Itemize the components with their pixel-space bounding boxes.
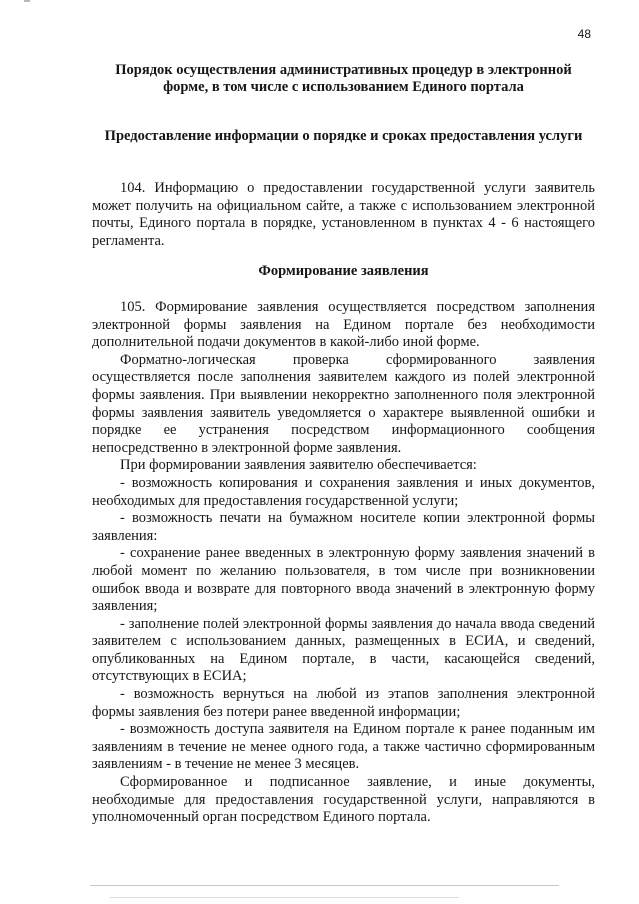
paragraph-104: 104. Информацию о предоставлении государственной услуги заявитель может получить на официальном сайте, а также с использованием электронной почты, Единого портала в порядке, установленном в пунктах 4 - 6 настоящего регламента. [92,180,595,249]
list-item-printing: - возможность печати на бумажном носителе копии электронной формы заявления: [92,510,595,544]
section-heading-procedures: Порядок осуществления административных процедур в электронной форме, в том числе с использованием Единого портала [115,62,572,95]
list-item-return: - возможность вернуться на любой из этапов заполнения электронной формы заявления без потери ранее введенной информации; [92,686,595,720]
list-item-access: - возможность доступа заявителя на Едином портале к ранее поданным им заявлениям в течение не менее одного года, а также частично сформированным заявлениям - в течение не менее 3 месяцев. [92,721,595,773]
section-105-body [92,299,595,827]
paragraph-provisions-intro: При формировании заявления заявителю обеспечивается: [120,457,477,474]
paragraph-format-check: Форматно-логическая проверка сформированного заявления осуществляется после заполнения заявителем каждого из полей электронной формы заявления. При выявлении некорректно заполненного поля электронной формы заявления заявитель уведомляется о характере выявленной ошибки и порядке ее устранения посредством информационного сообщения непосредственно в электронной форме заявления. [92,351,595,456]
list-item-autofill: - заполнение полей электронной формы заявления до начала ввода сведений заявителем с использованием данных, размещенных в ЕСИА, и сведений, опубликованных на Едином портале, в части, касающейся сведений, отсутствующих в ЕСИА; [92,615,595,685]
subsection-heading-information: Предоставление информации о порядке и сроках предоставления услуги [104,128,583,144]
paragraph-submission: Сформированное и подписанное заявление, и иные документы, необходимые для предоставления государственной услуги, направляются в уполномоченный орган посредством Единого портала. [92,774,595,826]
scan-edge-line [90,885,559,886]
scan-mark [24,0,30,2]
paragraph-105: 105. Формирование заявления осуществляется посредством заполнения электронной формы заявления на Едином портале без необходимости дополнительной подачи документов в какой-либо иной форме. [92,299,595,351]
scan-edge-line-secondary [110,897,459,898]
list-item-copying: - возможность копирования и сохранения заявления и иных документов, необходимых для предоставления государственной услуги; [92,474,595,509]
subsection-heading-application-forming: Формирование заявления [258,263,429,279]
page-number: 48 [577,27,591,41]
list-item-saving: - сохранение ранее введенных в электронную форму заявления значений в любой момент по желанию пользователя, в том числе при возникновении ошибок ввода и возврате для повторного ввода значений в электронную форму заявления; [92,545,595,615]
